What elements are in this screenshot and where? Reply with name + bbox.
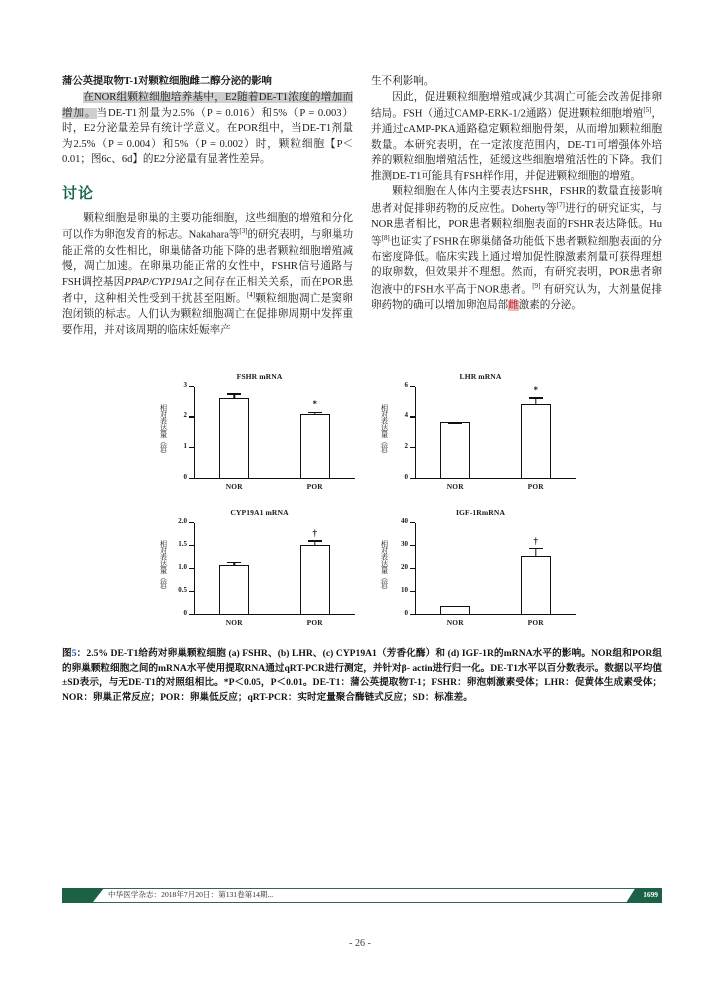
y-tick-label-4: 2.0	[178, 516, 187, 525]
y-axis-label-cyp19a1: 相对表达量（倍）	[159, 540, 169, 594]
paragraph-carryover: 生不利影响。	[371, 76, 435, 87]
discussion-heading: 讨论	[62, 183, 95, 202]
plot-area-fshr	[159, 380, 359, 504]
chart-panel-igf1r	[381, 508, 580, 640]
reference-marker-3: [3]	[239, 227, 248, 236]
bar-slot-nor	[428, 387, 483, 478]
gene-name-italic: PPAP/CYP19A1	[124, 276, 193, 288]
figure-5	[160, 372, 580, 640]
chart-title-igf1r: IGF-1RmRNA	[455, 508, 506, 517]
bar-slot-por	[287, 523, 342, 614]
error-cap-por	[529, 548, 543, 549]
rpara2-segment-b: 进行的研究证实，与NOR患者相比，POR患者颗粒细胞表面的FSHR表达降低。Hu等	[371, 203, 662, 248]
y-tick-label-1: 1	[183, 442, 187, 451]
para2-segment-d: 颗粒细胞凋亡是窦卵泡闭锁的标志。人们认为颗粒细胞凋亡在促排卵周期中发挥重要作用，并对该周期的临床妊娠率产	[62, 293, 353, 336]
text-columns	[62, 74, 662, 338]
x-tick-label-nor: NOR	[225, 618, 243, 627]
significance-marker-por: †	[533, 536, 538, 547]
axes-fshr	[183, 380, 355, 481]
error-cap-por	[308, 540, 322, 541]
paragraph-e2-secretion	[62, 90, 353, 168]
bar-por	[521, 536, 551, 614]
y-tick-label-0: 0	[404, 608, 408, 617]
x-tick-label-nor: NOR	[225, 482, 243, 491]
significance-marker-por: *	[533, 385, 538, 396]
y-tick-label-2: 2	[183, 411, 187, 420]
bar-por	[300, 527, 330, 614]
bar-slot-por	[508, 523, 563, 614]
para2-segment-a: 颗粒细胞是卵巢的主要功能细胞，这些细胞的增殖和分化可以作为卵泡发育的标志。Nakahara等	[62, 212, 353, 241]
x-tick-labels-igf1r	[415, 618, 576, 627]
figure-caption	[62, 647, 662, 705]
rpara1-segment-a: 因此，促进颗粒细胞增殖或减少其凋亡可能会改善促排卵结局。FSH（通过CAMP-ERK-1/2通路）促进颗粒细胞增殖	[371, 91, 662, 120]
x-tick-label-por: POR	[306, 618, 323, 627]
x-tick-labels-lhr	[415, 482, 576, 491]
paragraph-e2-rest: 当DE-T1剂量为2.5%（P = 0.016）和5%（P = 0.003）时，E2分泌量差异有统计学意义。在POR组中，当DE-T1剂量为2.5%（P = 0.004）和5%（P = 0.002）时，颗粒细胞【P＜0.01；图6c、6d】的E2分泌量有显著性差异。	[62, 107, 353, 166]
bar-slot-nor	[207, 523, 262, 614]
y-tick-label-3: 6	[404, 380, 408, 389]
bar-por	[521, 385, 551, 478]
y-tick-label-1: 0.5	[178, 585, 187, 594]
y-tick-label-2: 20	[401, 562, 408, 571]
page-number: - 26 -	[349, 938, 371, 949]
axes-lhr	[404, 380, 576, 481]
x-axis-line	[194, 614, 355, 615]
paragraph-fshr-expression	[371, 184, 662, 313]
bar-slot-por	[287, 387, 342, 478]
chart-panel-fshr	[160, 372, 359, 504]
caption-colon: ：	[76, 648, 87, 659]
rpara2-segment-d: 有研究认为，大剂量促排卵药物的确可以增加卵泡局部	[371, 284, 662, 311]
y-tick-label-1: 10	[401, 585, 408, 594]
y-tick-0	[183, 608, 194, 617]
y-tick-label-1: 2	[404, 442, 408, 451]
plot-area-lhr	[380, 380, 580, 504]
x-tick-label-por: POR	[527, 482, 544, 491]
y-tick-label-0: 0	[183, 472, 187, 481]
bars-lhr	[415, 387, 576, 478]
plot-area-igf1r	[380, 516, 580, 640]
bar-por	[300, 399, 330, 478]
reference-marker-5: [5]	[643, 106, 652, 115]
x-tick-label-por: POR	[527, 618, 544, 627]
rpara1-segment-b: ，并通过cAMP-PKA通路稳定颗粒细胞骨架，从而增加颗粒细胞数量。本研究表明，在一定浓度范围内，DE-T1可增强体外培养的颗粒细胞增殖活性，延缓这些细胞增殖活性的下降。我们推测DE-T1可能具有FSH样作用，并促进颗粒细胞的增殖。	[371, 108, 663, 182]
y-axis-label-fshr: 相对表达量（倍）	[159, 404, 169, 458]
chart-panel-cyp19a1	[160, 508, 359, 640]
chart-panel-lhr	[381, 372, 580, 504]
error-cap-por	[529, 397, 543, 398]
right-column	[371, 74, 662, 338]
y-tick-0	[404, 472, 415, 481]
bars-igf1r	[415, 523, 576, 614]
footer-band	[62, 888, 662, 903]
bar-nor	[219, 565, 249, 613]
y-tick-label-3: 30	[401, 539, 408, 548]
reference-marker-4: [4]	[247, 291, 256, 300]
reference-marker-7: [7]	[556, 201, 565, 210]
bar-nor	[219, 398, 249, 478]
bars-cyp19a1	[194, 523, 355, 614]
y-tick-0	[404, 608, 415, 617]
highlighted-character: 雌	[508, 300, 519, 311]
y-axis-label-lhr: 相对表达量（倍）	[380, 404, 390, 458]
bar-nor	[440, 606, 470, 613]
significance-marker-por: †	[312, 527, 317, 538]
y-tick-label-2: 4	[404, 411, 408, 420]
bar-slot-nor	[428, 523, 483, 614]
caption-label: 图	[62, 648, 72, 659]
bar-nor	[440, 422, 470, 477]
rpara2-segment-c: 也证实了FSHR在卵巢储备功能低下患者颗粒细胞表面的分布密度降低。临床实践上通过增加促性腺激素剂量可获得理想的取卵数，但效果并不理想。然而，有研究表明，POR患者卵泡液中的FSH水平高于NOR患者。	[371, 236, 663, 296]
paragraph-granulosa-cells	[62, 211, 353, 339]
paragraph-fsh-proliferation	[371, 90, 662, 185]
axes-cyp19a1	[178, 516, 355, 617]
plot-area-cyp19a1	[159, 516, 359, 640]
y-tick-label-3: 1.5	[178, 539, 187, 548]
y-axis-label-igf1r: 相对表达量（倍）	[380, 540, 390, 594]
y-tick-label-0: 0	[183, 608, 187, 617]
rpara2-segment-a: 颗粒细胞在人体内主要表达FSHR，FSHR的数量直接影响患者对促排卵药物的反应性。Doherty等	[371, 186, 662, 215]
error-cap-nor	[448, 422, 462, 423]
chart-title-fshr: FSHR mRNA	[236, 372, 283, 381]
x-axis-line	[415, 478, 576, 479]
x-tick-labels-cyp19a1	[194, 618, 355, 627]
y-tick-label-3: 3	[183, 380, 187, 389]
chart-title-lhr: LHR mRNA	[459, 372, 502, 381]
reference-marker-9: [9]	[532, 281, 541, 290]
para2-segment-c: 之间存在正相关关系，而在POR患者中，这种相关性受到干扰甚至阻断。	[62, 276, 353, 305]
y-tick-label-2: 1.0	[178, 562, 187, 571]
error-cap-por	[308, 412, 322, 413]
x-tick-label-nor: NOR	[446, 618, 464, 627]
y-tick-label-4: 40	[401, 516, 408, 525]
caption-number: 5	[71, 648, 77, 659]
x-axis-line	[194, 478, 355, 479]
error-cap-nor	[448, 606, 462, 607]
bars-fshr	[194, 387, 355, 478]
x-axis-line	[415, 614, 576, 615]
section-heading: 蒲公英提取物T-1对颗粒细胞雌二醇分泌的影响	[62, 76, 272, 87]
axes-igf1r	[401, 516, 576, 617]
para2-segment-b: 的研究表明，与卵巢功能正常的女性相比，卵巢储备功能下降的患者颗粒细胞增殖减慢，凋亡加速。在卵巢功能正常的女性中，FSHR信号通路与FSH调控基因	[62, 229, 353, 288]
chart-title-cyp19a1: CYP19A1 mRNA	[230, 508, 289, 517]
bar-slot-nor	[207, 387, 262, 478]
journal-page-number: 1699	[643, 889, 658, 899]
journal-citation: 中华医学杂志：2018年7月20日：第131卷第14期...	[108, 890, 274, 899]
highlighted-sentence: 在NOR组颗粒细胞培养基中，E2随着DE-T1浓度的增加而增加。	[62, 92, 353, 119]
reference-marker-8: [8]	[381, 233, 390, 242]
error-cap-nor	[227, 393, 241, 394]
left-column	[62, 74, 353, 338]
y-tick-0	[183, 472, 194, 481]
x-tick-labels-fshr	[194, 482, 355, 491]
x-tick-label-nor: NOR	[446, 482, 464, 491]
rpara2-segment-e: 激素的分泌。	[518, 300, 582, 311]
error-cap-nor	[227, 562, 241, 563]
significance-marker-por: *	[312, 399, 317, 410]
x-tick-label-por: POR	[306, 482, 323, 491]
y-tick-label-0: 0	[404, 472, 408, 481]
chart-grid	[160, 372, 580, 640]
bar-slot-por	[508, 387, 563, 478]
caption-text: 2.5% DE-T1给药对卵巢颗粒细胞 (a) FSHR、(b) LHR、(c) CYP19A1（芳香化酶）和 (d) IGF-1R的mRNA水平的影响。NOR组和POR组的卵巢颗粒细胞之间的mRNA水平使用提取RNA通过qRT-PCR进行测定，并针对β- actin进行归一化。DE-T1水平以百分数表示。数据以平均值±SD表示，与无DE-T1的对照组相比。*P＜0.05，P＜0.01。DE-T1：蒲公英提取物T-1；FSHR：卵泡刺激素受体；LHR：促黄体生成素受体；NOR：卵巢正常反应；POR：卵巢低反应；qRT-PCR：实时定量聚合酶链式反应；SD：标准差。	[62, 648, 662, 703]
